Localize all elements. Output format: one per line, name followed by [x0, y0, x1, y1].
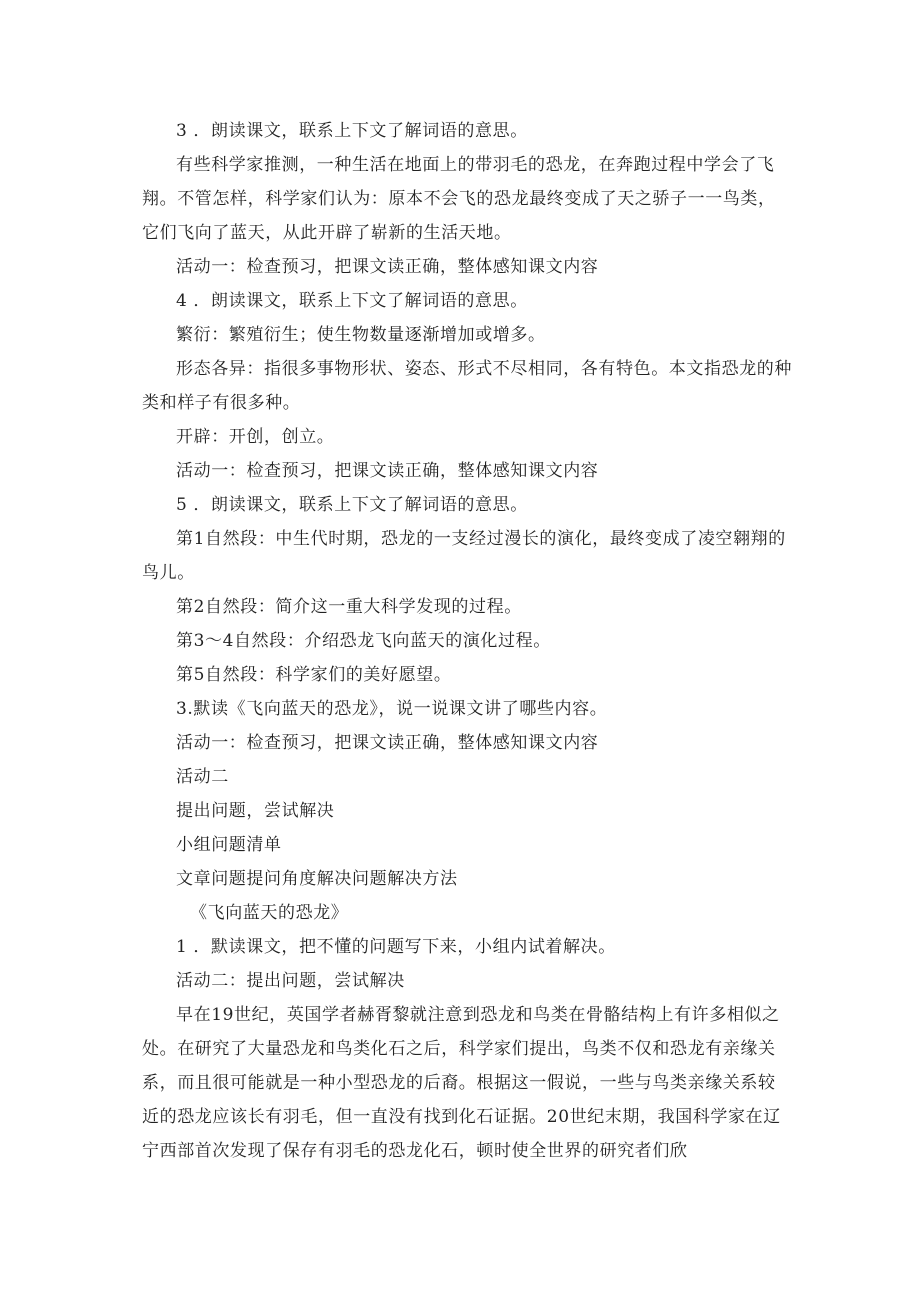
- paragraph-12: 第3〜4自然段：介绍恐龙飞向蓝天的演化过程。: [176, 631, 551, 651]
- paragraph-4: 4 ．朗读课文，联系上下文了解词语的意思。: [176, 291, 528, 311]
- paragraph-6: 形态各异：指很多事物形状、姿态、形式不尽相同，各有特色。本文指恐龙的种类和样子有很多种。: [142, 359, 792, 413]
- paragraph-5: 繁衍：繁殖衍生；使生物数量逐渐增加或增多。: [176, 325, 546, 345]
- paragraph-3: 活动一：检查预习，把课文读正确，整体感知课文内容: [176, 257, 599, 277]
- paragraph-8: 活动一：检查预习，把课文读正确，整体感知课文内容: [176, 461, 599, 481]
- paragraph-19: 文章问题提问角度解决问题解决方法: [176, 869, 458, 889]
- paragraph-22: 活动二：提出问题，尝试解决: [176, 971, 405, 991]
- paragraph-23: 早在19世纪，英国学者赫胥黎就注意到恐龙和鸟类在骨骼结构上有许多相似之处。在研究了大量恐龙和鸟类化石之后，科学家们提出，鸟类不仅和恐龙有亲缘关系，而且很可能就是一种小型恐龙的后裔。根据这一假说，一些与鸟类亲缘关系较近的恐龙应该长有羽毛，但一直没有找到化石证据。20世纪末期，我国科学家在辽宁西部首次发现了保存有羽毛的恐龙化石，顿时使全世界的研究者们欣: [142, 1005, 781, 1161]
- paragraph-20: 《飞向蓝天的恐龙》: [190, 903, 349, 923]
- paragraph-2: 有些科学家推测，一种生活在地面上的带羽毛的恐龙，在奔跑过程中学会了飞翔。不管怎样，科学家们认为：原本不会飞的恐龙最终变成了天之骄子一一鸟类，它们飞向了蓝天，从此开辟了崭新的生活天地。: [142, 155, 776, 243]
- paragraph-21: 1 ．默读课文，把不懂的问题写下来，小组内试着解决。: [176, 937, 616, 957]
- paragraph-15: 活动一：检查预习，把课文读正确，整体感知课文内容: [176, 733, 599, 753]
- paragraph-10: 第1自然段：中生代时期，恐龙的一支经过漫长的演化，最终变成了凌空翱翔的鸟儿。: [142, 529, 786, 583]
- paragraph-9: 5 ．朗读课文，联系上下文了解词语的意思。: [176, 495, 528, 515]
- paragraph-13: 第5自然段：科学家们的美好愿望。: [176, 665, 452, 685]
- document-body: [142, 114, 792, 1168]
- paragraph-16: 活动二: [176, 767, 229, 787]
- paragraph-17: 提出问题，尝试解决: [176, 801, 335, 821]
- paragraph-7: 开辟：开创，创立。: [176, 427, 335, 447]
- paragraph-18: 小组问题清单: [176, 835, 282, 855]
- paragraph-1: 3 ．朗读课文，联系上下文了解词语的意思。: [176, 121, 528, 141]
- paragraph-14: 3.默读《飞向蓝天的恐龙》，说一说课文讲了哪些内容。: [176, 699, 608, 719]
- paragraph-11: 第2自然段：简介这一重大科学发现的过程。: [176, 597, 522, 617]
